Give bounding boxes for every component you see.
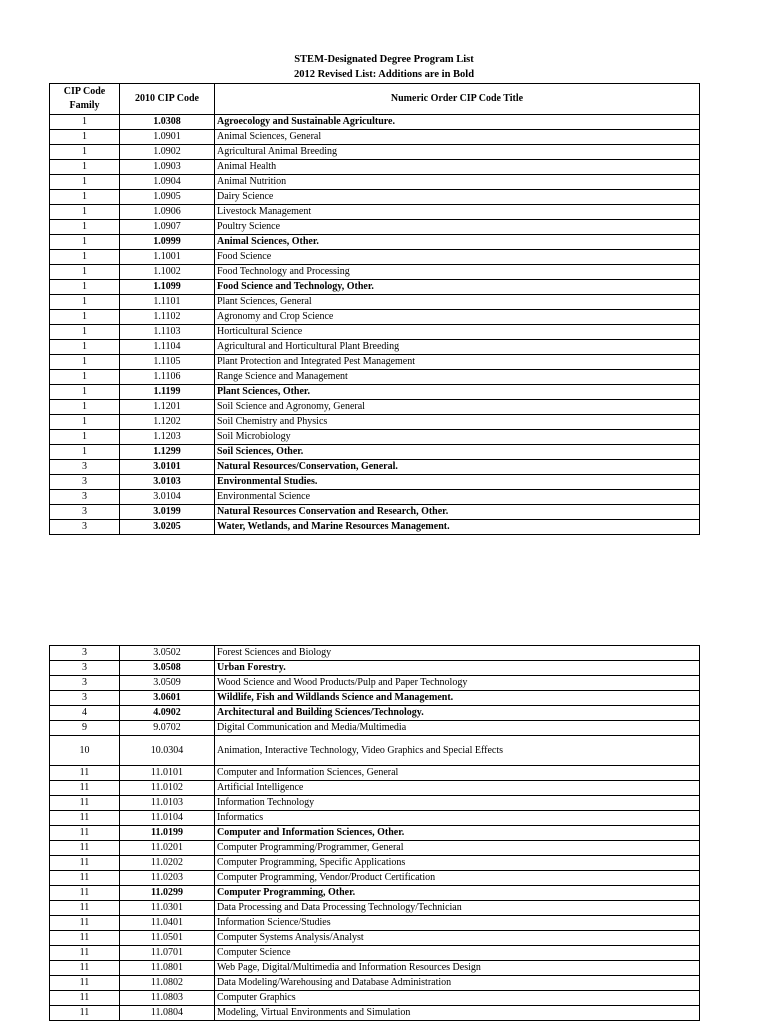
table-row xyxy=(50,871,700,886)
cip-code-cell: 3.0205 xyxy=(120,520,215,535)
cip-title-cell: Plant Protection and Integrated Pest Management xyxy=(215,355,700,370)
table-row xyxy=(50,886,700,901)
cip-family-cell: 11 xyxy=(50,916,120,931)
cip-code-cell: 11.0803 xyxy=(120,991,215,1006)
table-row xyxy=(50,490,700,505)
table-row xyxy=(50,505,700,520)
table-row xyxy=(50,646,700,661)
cip-title-cell: Water, Wetlands, and Marine Resources Management. xyxy=(215,520,700,535)
cip-title-cell: Computer Graphics xyxy=(215,991,700,1006)
cip-title-cell: Animal Sciences, Other. xyxy=(215,235,700,250)
cip-title-cell: Food Science and Technology, Other. xyxy=(215,280,700,295)
cip-title-cell: Horticultural Science xyxy=(215,325,700,340)
table-row xyxy=(50,175,700,190)
table-row xyxy=(50,445,700,460)
cip-title-cell: Animal Health xyxy=(215,160,700,175)
table-row xyxy=(50,520,700,535)
cip-title-cell: Modeling, Virtual Environments and Simulation xyxy=(215,1006,700,1021)
table-row xyxy=(50,826,700,841)
header-cip-family: CIP Code Family xyxy=(50,84,120,115)
cip-code-cell: 11.0401 xyxy=(120,916,215,931)
cip-family-cell: 1 xyxy=(50,370,120,385)
cip-code-cell: 1.0906 xyxy=(120,205,215,220)
table-row xyxy=(50,235,700,250)
table-row xyxy=(50,856,700,871)
cip-title-cell: Agroecology and Sustainable Agriculture. xyxy=(215,115,700,130)
cip-title-cell: Data Processing and Data Processing Technology/Technician xyxy=(215,901,700,916)
cip-family-cell: 11 xyxy=(50,796,120,811)
cip-title-cell: Plant Sciences, Other. xyxy=(215,385,700,400)
cip-code-cell: 1.1199 xyxy=(120,385,215,400)
table-row xyxy=(50,325,700,340)
table-row xyxy=(50,205,700,220)
cip-family-cell: 4 xyxy=(50,706,120,721)
cip-family-cell: 11 xyxy=(50,991,120,1006)
table-row xyxy=(50,415,700,430)
table-row xyxy=(50,736,700,766)
table-row xyxy=(50,130,700,145)
cip-title-cell: Computer and Information Sciences, Other. xyxy=(215,826,700,841)
cip-title-cell: Animal Sciences, General xyxy=(215,130,700,145)
cip-family-cell: 11 xyxy=(50,811,120,826)
table-row xyxy=(50,340,700,355)
cip-code-cell: 1.1201 xyxy=(120,400,215,415)
cip-code-cell: 11.0501 xyxy=(120,931,215,946)
cip-title-cell: Food Technology and Processing xyxy=(215,265,700,280)
table-row xyxy=(50,250,700,265)
table-row xyxy=(50,475,700,490)
cip-family-cell: 1 xyxy=(50,250,120,265)
cip-code-cell: 10.0304 xyxy=(120,736,215,766)
cip-title-cell: Computer Programming/Programmer, General xyxy=(215,841,700,856)
cip-code-cell: 1.0904 xyxy=(120,175,215,190)
table-row xyxy=(50,931,700,946)
cip-family-cell: 11 xyxy=(50,781,120,796)
table-body-bottom xyxy=(50,646,700,1021)
cip-title-cell: Data Modeling/Warehousing and Database Administration xyxy=(215,976,700,991)
cip-title-cell: Information Science/Studies xyxy=(215,916,700,931)
cip-family-cell: 11 xyxy=(50,901,120,916)
table-row xyxy=(50,691,700,706)
table-row xyxy=(50,220,700,235)
table-row xyxy=(50,796,700,811)
cip-title-cell: Natural Resources Conservation and Research, Other. xyxy=(215,505,700,520)
table-row xyxy=(50,370,700,385)
cip-code-cell: 11.0802 xyxy=(120,976,215,991)
table-row xyxy=(50,160,700,175)
cip-code-cell: 11.0199 xyxy=(120,826,215,841)
header-cip-code: 2010 CIP Code xyxy=(120,84,215,115)
table-row xyxy=(50,961,700,976)
table-row xyxy=(50,265,700,280)
cip-title-cell: Digital Communication and Media/Multimedia xyxy=(215,721,700,736)
cip-family-cell: 3 xyxy=(50,676,120,691)
cip-title-cell: Web Page, Digital/Multimedia and Information Resources Design xyxy=(215,961,700,976)
table-row xyxy=(50,355,700,370)
cip-family-cell: 1 xyxy=(50,445,120,460)
header-cip-title: Numeric Order CIP Code Title xyxy=(215,84,700,115)
cip-family-cell: 11 xyxy=(50,871,120,886)
cip-code-cell: 1.0308 xyxy=(120,115,215,130)
table-row xyxy=(50,676,700,691)
cip-title-cell: Agronomy and Crop Science xyxy=(215,310,700,325)
cip-family-cell: 1 xyxy=(50,175,120,190)
table-row xyxy=(50,946,700,961)
cip-title-cell: Plant Sciences, General xyxy=(215,295,700,310)
cip-code-cell: 1.1001 xyxy=(120,250,215,265)
cip-family-cell: 9 xyxy=(50,721,120,736)
cip-family-cell: 1 xyxy=(50,340,120,355)
cip-code-cell: 3.0104 xyxy=(120,490,215,505)
table-row xyxy=(50,310,700,325)
cip-code-cell: 1.1105 xyxy=(120,355,215,370)
cip-code-cell: 1.1299 xyxy=(120,445,215,460)
cip-code-cell: 3.0509 xyxy=(120,676,215,691)
cip-title-cell: Soil Science and Agronomy, General xyxy=(215,400,700,415)
cip-family-cell: 3 xyxy=(50,490,120,505)
cip-title-cell: Dairy Science xyxy=(215,190,700,205)
cip-code-cell: 1.0999 xyxy=(120,235,215,250)
cip-family-cell: 1 xyxy=(50,235,120,250)
cip-title-cell: Livestock Management xyxy=(215,205,700,220)
cip-family-cell: 1 xyxy=(50,295,120,310)
cip-code-cell: 11.0203 xyxy=(120,871,215,886)
cip-title-cell: Soil Sciences, Other. xyxy=(215,445,700,460)
table-row xyxy=(50,721,700,736)
cip-code-cell: 1.0907 xyxy=(120,220,215,235)
cip-code-cell: 3.0103 xyxy=(120,475,215,490)
cip-code-cell: 11.0301 xyxy=(120,901,215,916)
table-row xyxy=(50,280,700,295)
table-body-top xyxy=(50,115,700,535)
table-row xyxy=(50,145,700,160)
cip-code-cell: 1.1002 xyxy=(120,265,215,280)
cip-family-cell: 11 xyxy=(50,976,120,991)
cip-family-cell: 3 xyxy=(50,646,120,661)
cip-code-cell: 1.1202 xyxy=(120,415,215,430)
table-row xyxy=(50,781,700,796)
cip-family-cell: 1 xyxy=(50,325,120,340)
cip-code-cell: 1.1102 xyxy=(120,310,215,325)
cip-family-cell: 11 xyxy=(50,946,120,961)
cip-title-cell: Information Technology xyxy=(215,796,700,811)
cip-title-cell: Animal Nutrition xyxy=(215,175,700,190)
cip-title-cell: Agricultural Animal Breeding xyxy=(215,145,700,160)
cip-code-cell: 11.0104 xyxy=(120,811,215,826)
cip-title-cell: Forest Sciences and Biology xyxy=(215,646,700,661)
table-row xyxy=(50,766,700,781)
table-row xyxy=(50,991,700,1006)
table-row xyxy=(50,841,700,856)
cip-family-cell: 1 xyxy=(50,190,120,205)
cip-family-cell: 3 xyxy=(50,505,120,520)
cip-family-cell: 10 xyxy=(50,736,120,766)
cip-code-cell: 1.1203 xyxy=(120,430,215,445)
cip-family-cell: 1 xyxy=(50,415,120,430)
cip-title-cell: Computer and Information Sciences, General xyxy=(215,766,700,781)
cip-family-cell: 1 xyxy=(50,280,120,295)
cip-family-cell: 1 xyxy=(50,130,120,145)
cip-family-cell: 11 xyxy=(50,886,120,901)
cip-family-cell: 11 xyxy=(50,826,120,841)
cip-title-cell: Computer Programming, Specific Applications xyxy=(215,856,700,871)
cip-title-cell: Computer Programming, Other. xyxy=(215,886,700,901)
cip-title-cell: Agricultural and Horticultural Plant Breeding xyxy=(215,340,700,355)
cip-family-cell: 1 xyxy=(50,115,120,130)
cip-code-cell: 11.0103 xyxy=(120,796,215,811)
cip-code-cell: 11.0299 xyxy=(120,886,215,901)
cip-title-cell: Computer Systems Analysis/Analyst xyxy=(215,931,700,946)
table-row xyxy=(50,295,700,310)
cip-code-cell: 1.0901 xyxy=(120,130,215,145)
table-row xyxy=(50,916,700,931)
cip-family-cell: 11 xyxy=(50,766,120,781)
cip-title-cell: Food Science xyxy=(215,250,700,265)
cip-family-cell: 3 xyxy=(50,520,120,535)
cip-family-cell: 11 xyxy=(50,856,120,871)
cip-code-cell: 9.0702 xyxy=(120,721,215,736)
cip-code-cell: 1.1099 xyxy=(120,280,215,295)
cip-family-cell: 11 xyxy=(50,841,120,856)
cip-family-cell: 1 xyxy=(50,160,120,175)
cip-title-cell: Poultry Science xyxy=(215,220,700,235)
table-row xyxy=(50,661,700,676)
document-subtitle: 2012 Revised List: Additions are in Bold xyxy=(293,69,475,80)
cip-family-cell: 1 xyxy=(50,385,120,400)
cip-family-cell: 1 xyxy=(50,355,120,370)
cip-title-cell: Computer Programming, Vendor/Product Certification xyxy=(215,871,700,886)
document-title: STEM-Designated Degree Program List xyxy=(294,54,474,65)
cip-title-cell: Soil Chemistry and Physics xyxy=(215,415,700,430)
table-row xyxy=(50,811,700,826)
cip-title-cell: Animation, Interactive Technology, Video Graphics and Special Effects xyxy=(215,736,700,766)
table-row xyxy=(50,400,700,415)
cip-family-cell: 1 xyxy=(50,145,120,160)
cip-code-cell: 3.0502 xyxy=(120,646,215,661)
cip-family-cell: 1 xyxy=(50,205,120,220)
cip-family-cell: 1 xyxy=(50,430,120,445)
cip-code-cell: 4.0902 xyxy=(120,706,215,721)
cip-code-cell: 11.0102 xyxy=(120,781,215,796)
cip-title-cell: Environmental Studies. xyxy=(215,475,700,490)
cip-family-cell: 11 xyxy=(50,961,120,976)
cip-table-top xyxy=(49,83,700,535)
cip-title-cell: Architectural and Building Sciences/Technology. xyxy=(215,706,700,721)
cip-code-cell: 1.1106 xyxy=(120,370,215,385)
table-header-row xyxy=(50,84,700,115)
cip-title-cell: Wildlife, Fish and Wildlands Science and Management. xyxy=(215,691,700,706)
cip-code-cell: 11.0201 xyxy=(120,841,215,856)
cip-code-cell: 1.1104 xyxy=(120,340,215,355)
cip-code-cell: 3.0101 xyxy=(120,460,215,475)
cip-code-cell: 3.0508 xyxy=(120,661,215,676)
cip-family-cell: 3 xyxy=(50,475,120,490)
table-row xyxy=(50,115,700,130)
cip-title-cell: Informatics xyxy=(215,811,700,826)
table-row xyxy=(50,385,700,400)
table-row xyxy=(50,706,700,721)
cip-code-cell: 11.0202 xyxy=(120,856,215,871)
cip-family-cell: 1 xyxy=(50,265,120,280)
cip-code-cell: 11.0801 xyxy=(120,961,215,976)
cip-code-cell: 3.0601 xyxy=(120,691,215,706)
table-row xyxy=(50,460,700,475)
cip-title-cell: Soil Microbiology xyxy=(215,430,700,445)
cip-title-cell: Wood Science and Wood Products/Pulp and Paper Technology xyxy=(215,676,700,691)
table-row xyxy=(50,901,700,916)
cip-title-cell: Range Science and Management xyxy=(215,370,700,385)
table-row xyxy=(50,1006,700,1021)
cip-code-cell: 1.1101 xyxy=(120,295,215,310)
cip-family-cell: 1 xyxy=(50,400,120,415)
cip-code-cell: 11.0701 xyxy=(120,946,215,961)
cip-title-cell: Computer Science xyxy=(215,946,700,961)
cip-family-cell: 3 xyxy=(50,661,120,676)
cip-code-cell: 1.0902 xyxy=(120,145,215,160)
cip-code-cell: 11.0804 xyxy=(120,1006,215,1021)
cip-family-cell: 1 xyxy=(50,310,120,325)
cip-title-cell: Natural Resources/Conservation, General. xyxy=(215,460,700,475)
table-row xyxy=(50,976,700,991)
cip-code-cell: 11.0101 xyxy=(120,766,215,781)
cip-code-cell: 1.0905 xyxy=(120,190,215,205)
table-row xyxy=(50,430,700,445)
cip-family-cell: 11 xyxy=(50,1006,120,1021)
cip-family-cell: 1 xyxy=(50,220,120,235)
cip-code-cell: 1.0903 xyxy=(120,160,215,175)
cip-code-cell: 1.1103 xyxy=(120,325,215,340)
cip-code-cell: 3.0199 xyxy=(120,505,215,520)
table-row xyxy=(50,190,700,205)
cip-family-cell: 11 xyxy=(50,931,120,946)
cip-family-cell: 3 xyxy=(50,460,120,475)
cip-family-cell: 3 xyxy=(50,691,120,706)
cip-title-cell: Urban Forestry. xyxy=(215,661,700,676)
cip-title-cell: Artificial Intelligence xyxy=(215,781,700,796)
cip-title-cell: Environmental Science xyxy=(215,490,700,505)
cip-table-bottom xyxy=(49,645,700,1021)
